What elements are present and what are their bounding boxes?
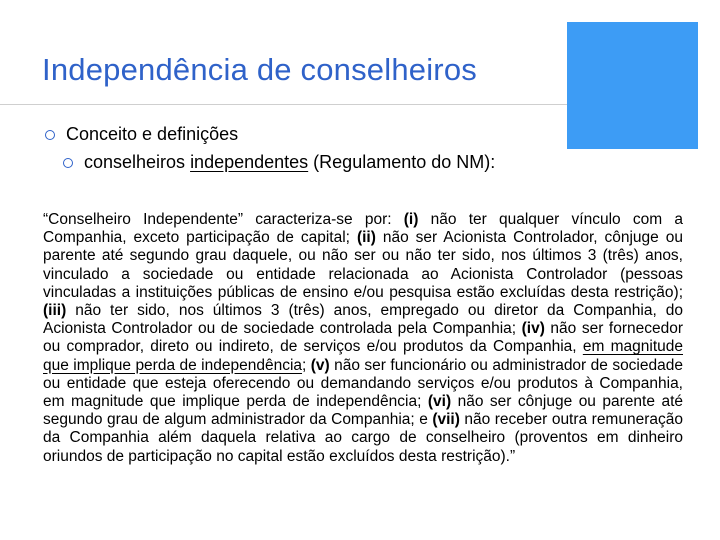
definition-text: não ser cônjuge ou parente até segundo grau de algum administrador da Companhia; e	[43, 393, 683, 429]
definition-text: não receber outra remuneração da Companhia além daquela relativa ao cargo de conselheiro (proventos em dinheiro oriundos de participação no capital estão excluídos desta restrição).”	[43, 411, 683, 465]
bullet-text-prefix: conselheiros	[84, 152, 191, 172]
circle-bullet-icon	[63, 158, 73, 168]
definition-text: “Conselheiro Independente” caracteriza-se por:	[43, 211, 404, 228]
definition-paragraph	[43, 211, 683, 466]
item-marker: (vi)	[427, 393, 452, 411]
item-marker: (ii)	[356, 229, 376, 247]
accent-block	[567, 22, 698, 149]
bullet-text-suffix: (Regulamento do NM):	[308, 152, 496, 172]
title-divider	[0, 104, 567, 105]
item-marker: (iv)	[521, 320, 545, 338]
item-marker: (iii)	[43, 302, 67, 320]
item-marker: (i)	[403, 211, 419, 228]
definition-text: ;	[302, 356, 311, 374]
independentes-link[interactable]: independentes	[190, 152, 309, 172]
definition-text: não ter qualquer vínculo com a Companhia, exceto participação de capital;	[43, 211, 683, 247]
bullet-item-level2	[63, 152, 495, 173]
definition-text: não ser Acionista Controlador, cônjuge ou parente até segundo grau daquele, ou não ser ou não ter sido, nos últimos 3 (três) anos, vinculado a sociedade ou entidade relacionada ao Acionista Controlador (pessoas vinculadas a instituições públicas de ensino e/ou pesquisa estão excluídas desta restrição);	[43, 229, 683, 301]
item-marker: (v)	[310, 356, 330, 374]
bullet-item-level1	[45, 124, 238, 145]
magnitude-underlined-phrase: em magnitude que implique perda de independência	[43, 338, 683, 374]
definition-text: não ser funcionário ou administrador de sociedade ou entidade que esteja oferecendo ou demandando serviços e/ou produtos à Companhia, em magnitude que implique perda de independência;	[43, 356, 683, 411]
item-marker: (vii)	[432, 411, 460, 429]
circle-bullet-icon	[45, 130, 55, 140]
bullet-text-concept: Conceito e definições	[66, 124, 239, 144]
definition-text: não ser fornecedor ou comprador, direto ou indireto, de serviços e/ou produtos da Companhia,	[43, 320, 683, 356]
definition-text: não ter sido, nos últimos 3 (três) anos, empregado ou diretor da Companhia, do Acionista Controlador ou de sociedade controlada pela Companhia;	[43, 302, 683, 338]
slide-title: Independência de conselheiros	[42, 52, 477, 87]
